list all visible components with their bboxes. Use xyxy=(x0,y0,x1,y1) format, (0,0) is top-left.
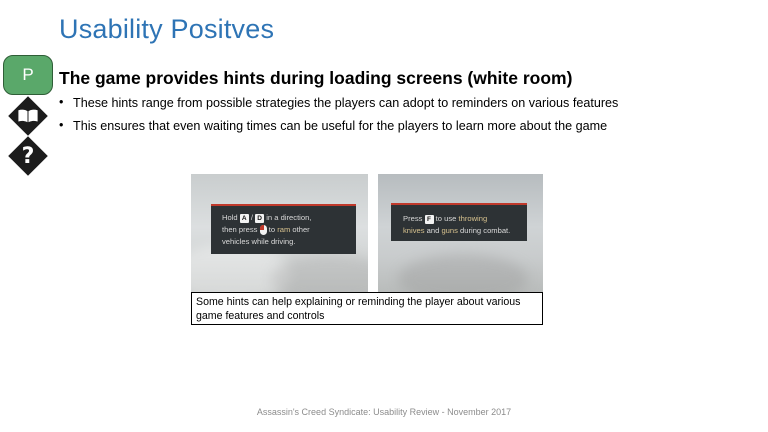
hint-2-line-2: knives and guns during combat. xyxy=(403,226,511,235)
fog-decoration xyxy=(271,254,368,292)
hint-box-2 xyxy=(391,203,527,241)
hint-box-1 xyxy=(211,204,356,254)
mouse-left-click-icon xyxy=(260,225,267,235)
hint-1-line-2: then press to ram other xyxy=(222,225,310,234)
key-a-icon: A xyxy=(240,214,249,223)
loading-screenshot-2 xyxy=(378,174,543,292)
slide-footer: Assassin's Creed Syndicate: Usability Review - November 2017 xyxy=(256,407,512,417)
hint-2-line-1: Press F to use throwing xyxy=(403,214,488,223)
key-f-icon: F xyxy=(425,215,434,224)
book-icon xyxy=(8,96,48,136)
loading-screenshot-1 xyxy=(191,174,368,292)
bullet-item-1: • These hints range from possible strategies the players can adopt to reminders on various features xyxy=(59,96,759,110)
bullet-list xyxy=(59,96,759,142)
hint-1-line-3: vehicles while driving. xyxy=(222,237,296,246)
positive-badge: P xyxy=(3,55,53,95)
main-heading: The game provides hints during loading screens (white room) xyxy=(59,68,573,88)
slide-title: Usability Positves xyxy=(59,14,275,44)
fog-decoration xyxy=(398,254,528,292)
question-icon xyxy=(8,136,48,176)
key-d-icon: D xyxy=(255,214,264,223)
hint-1-line-1: Hold A / D in a direction, xyxy=(222,213,312,222)
screenshot-caption: Some hints can help explaining or reminding the player about various game features and controls xyxy=(191,292,543,325)
question-glyph: ? xyxy=(21,143,35,169)
bullet-item-2: • This ensures that even waiting times can be useful for the players to learn more about the game xyxy=(59,119,759,133)
